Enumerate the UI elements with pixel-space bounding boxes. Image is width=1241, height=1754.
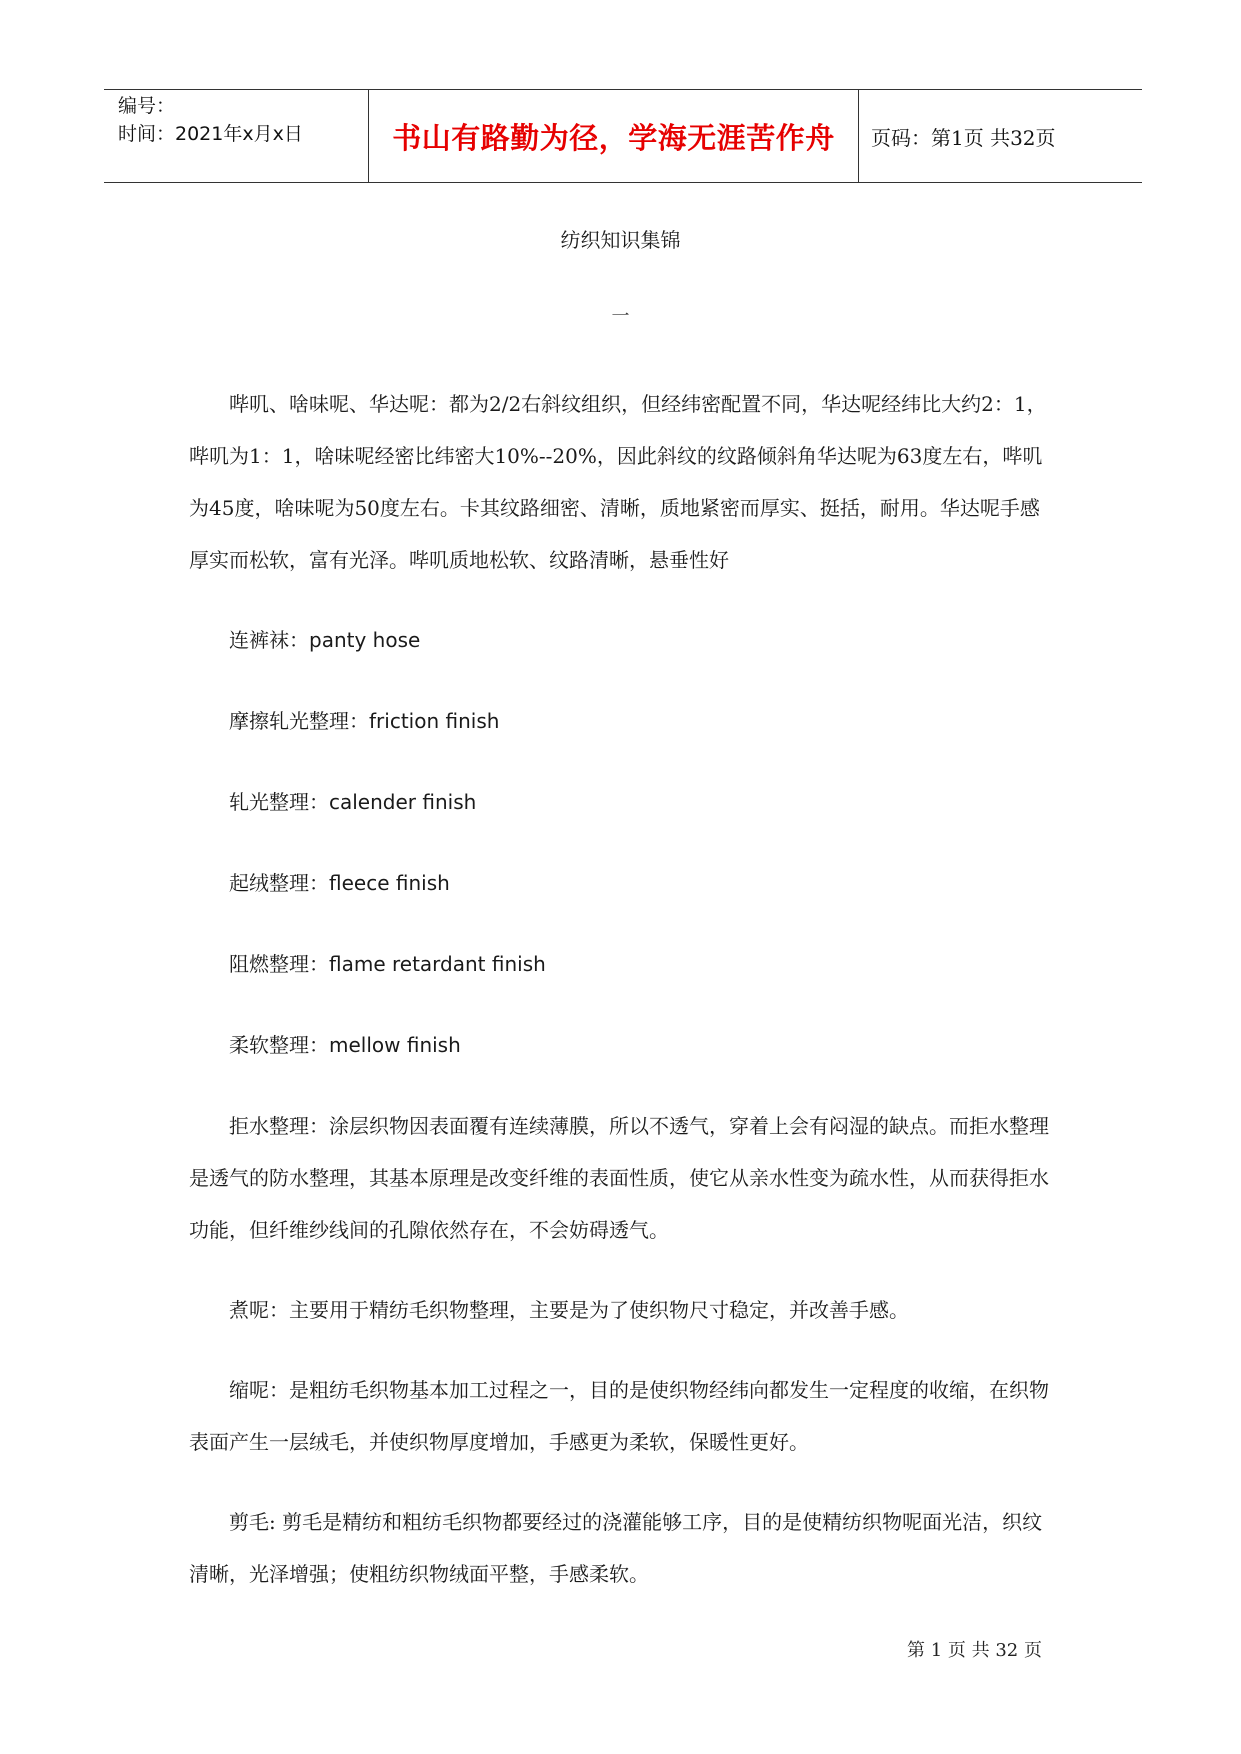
term-line — [189, 1019, 1059, 1071]
header-page-cell — [859, 90, 1142, 182]
term-zh: 摩擦轧光整理： — [229, 709, 369, 733]
header-motto-cell — [369, 90, 859, 182]
term-line — [189, 857, 1059, 909]
term-line — [189, 776, 1059, 828]
document-title: 纺织知识集锦 — [560, 228, 681, 252]
term-en: panty hose — [309, 628, 421, 652]
document-body — [189, 378, 1059, 1628]
term-zh: 起绒整理： — [229, 871, 329, 895]
header-meta-cell — [104, 90, 369, 182]
term-en: mellow finish — [329, 1033, 461, 1057]
term-zh: 轧光整理： — [229, 790, 329, 814]
term-line — [189, 695, 1059, 747]
motto: 书山有路勤为径，学海无涯苦作舟 — [392, 120, 835, 155]
footer-page-number: 第 1 页 共 32 页 — [907, 1640, 1042, 1661]
term-zh: 阻燃整理： — [229, 952, 329, 976]
number-label: 编号： — [118, 95, 176, 117]
term-line — [189, 938, 1059, 990]
term-en: friction finish — [369, 709, 500, 733]
header-page-number: 页码：第1页 共32页 — [871, 125, 1056, 150]
time-label: 时间：2021年x月x日 — [118, 123, 303, 145]
term-zh: 柔软整理： — [229, 1033, 329, 1057]
term-zh: 连裤袜： — [229, 628, 309, 652]
intro-paragraph: 哔叽、啥味呢、华达呢：都为2/2右斜纹组织，但经纬密配置不同，华达呢经纬比大约2：1，哔叽为1：1，啥味呢经密比纬密大10%--20%，因此斜纹的纹路倾斜角华达呢为63度左右，哔叽为45度，啥味呢为50度左右。卡其纹路细密、清晰，质地紧密而厚实、挺括，耐用。华达呢手感厚实而松软，富有光泽。哔叽质地松软、纹路清晰，悬垂性好 — [189, 392, 1047, 572]
term-en: calender finish — [329, 790, 477, 814]
section-number: 一 — [611, 306, 630, 327]
header-table — [104, 89, 1142, 183]
paragraph-water-repellent: 拒水整理：涂层织物因表面覆有连续薄膜，所以不透气，穿着上会有闷湿的缺点。而拒水整理是透气的防水整理，其基本原理是改变纤维的表面性质，使它从亲水性变为疏水性，从而获得拒水功能，但纤维纱线间的孔隙依然存在，不会妨碍透气。 — [189, 1114, 1049, 1242]
paragraph-fulling: 缩呢：是粗纺毛织物基本加工过程之一，目的是使织物经纬向都发生一定程度的收缩，在织物表面产生一层绒毛，并使织物厚度增加，手感更为柔软，保暖性更好。 — [189, 1378, 1049, 1454]
term-en: fleece finish — [329, 871, 450, 895]
term-line — [189, 614, 1059, 666]
paragraph-crabbing: 煮呢：主要用于精纺毛织物整理，主要是为了使织物尺寸稳定，并改善手感。 — [229, 1298, 909, 1322]
term-en: flame retardant finish — [329, 952, 546, 976]
paragraph-shearing: 剪毛: 剪毛是精纺和粗纺毛织物都要经过的浇灌能够工序，目的是使精纺织物呢面光洁，织纹清晰，光泽增强；使粗纺织物绒面平整，手感柔软。 — [189, 1510, 1043, 1586]
